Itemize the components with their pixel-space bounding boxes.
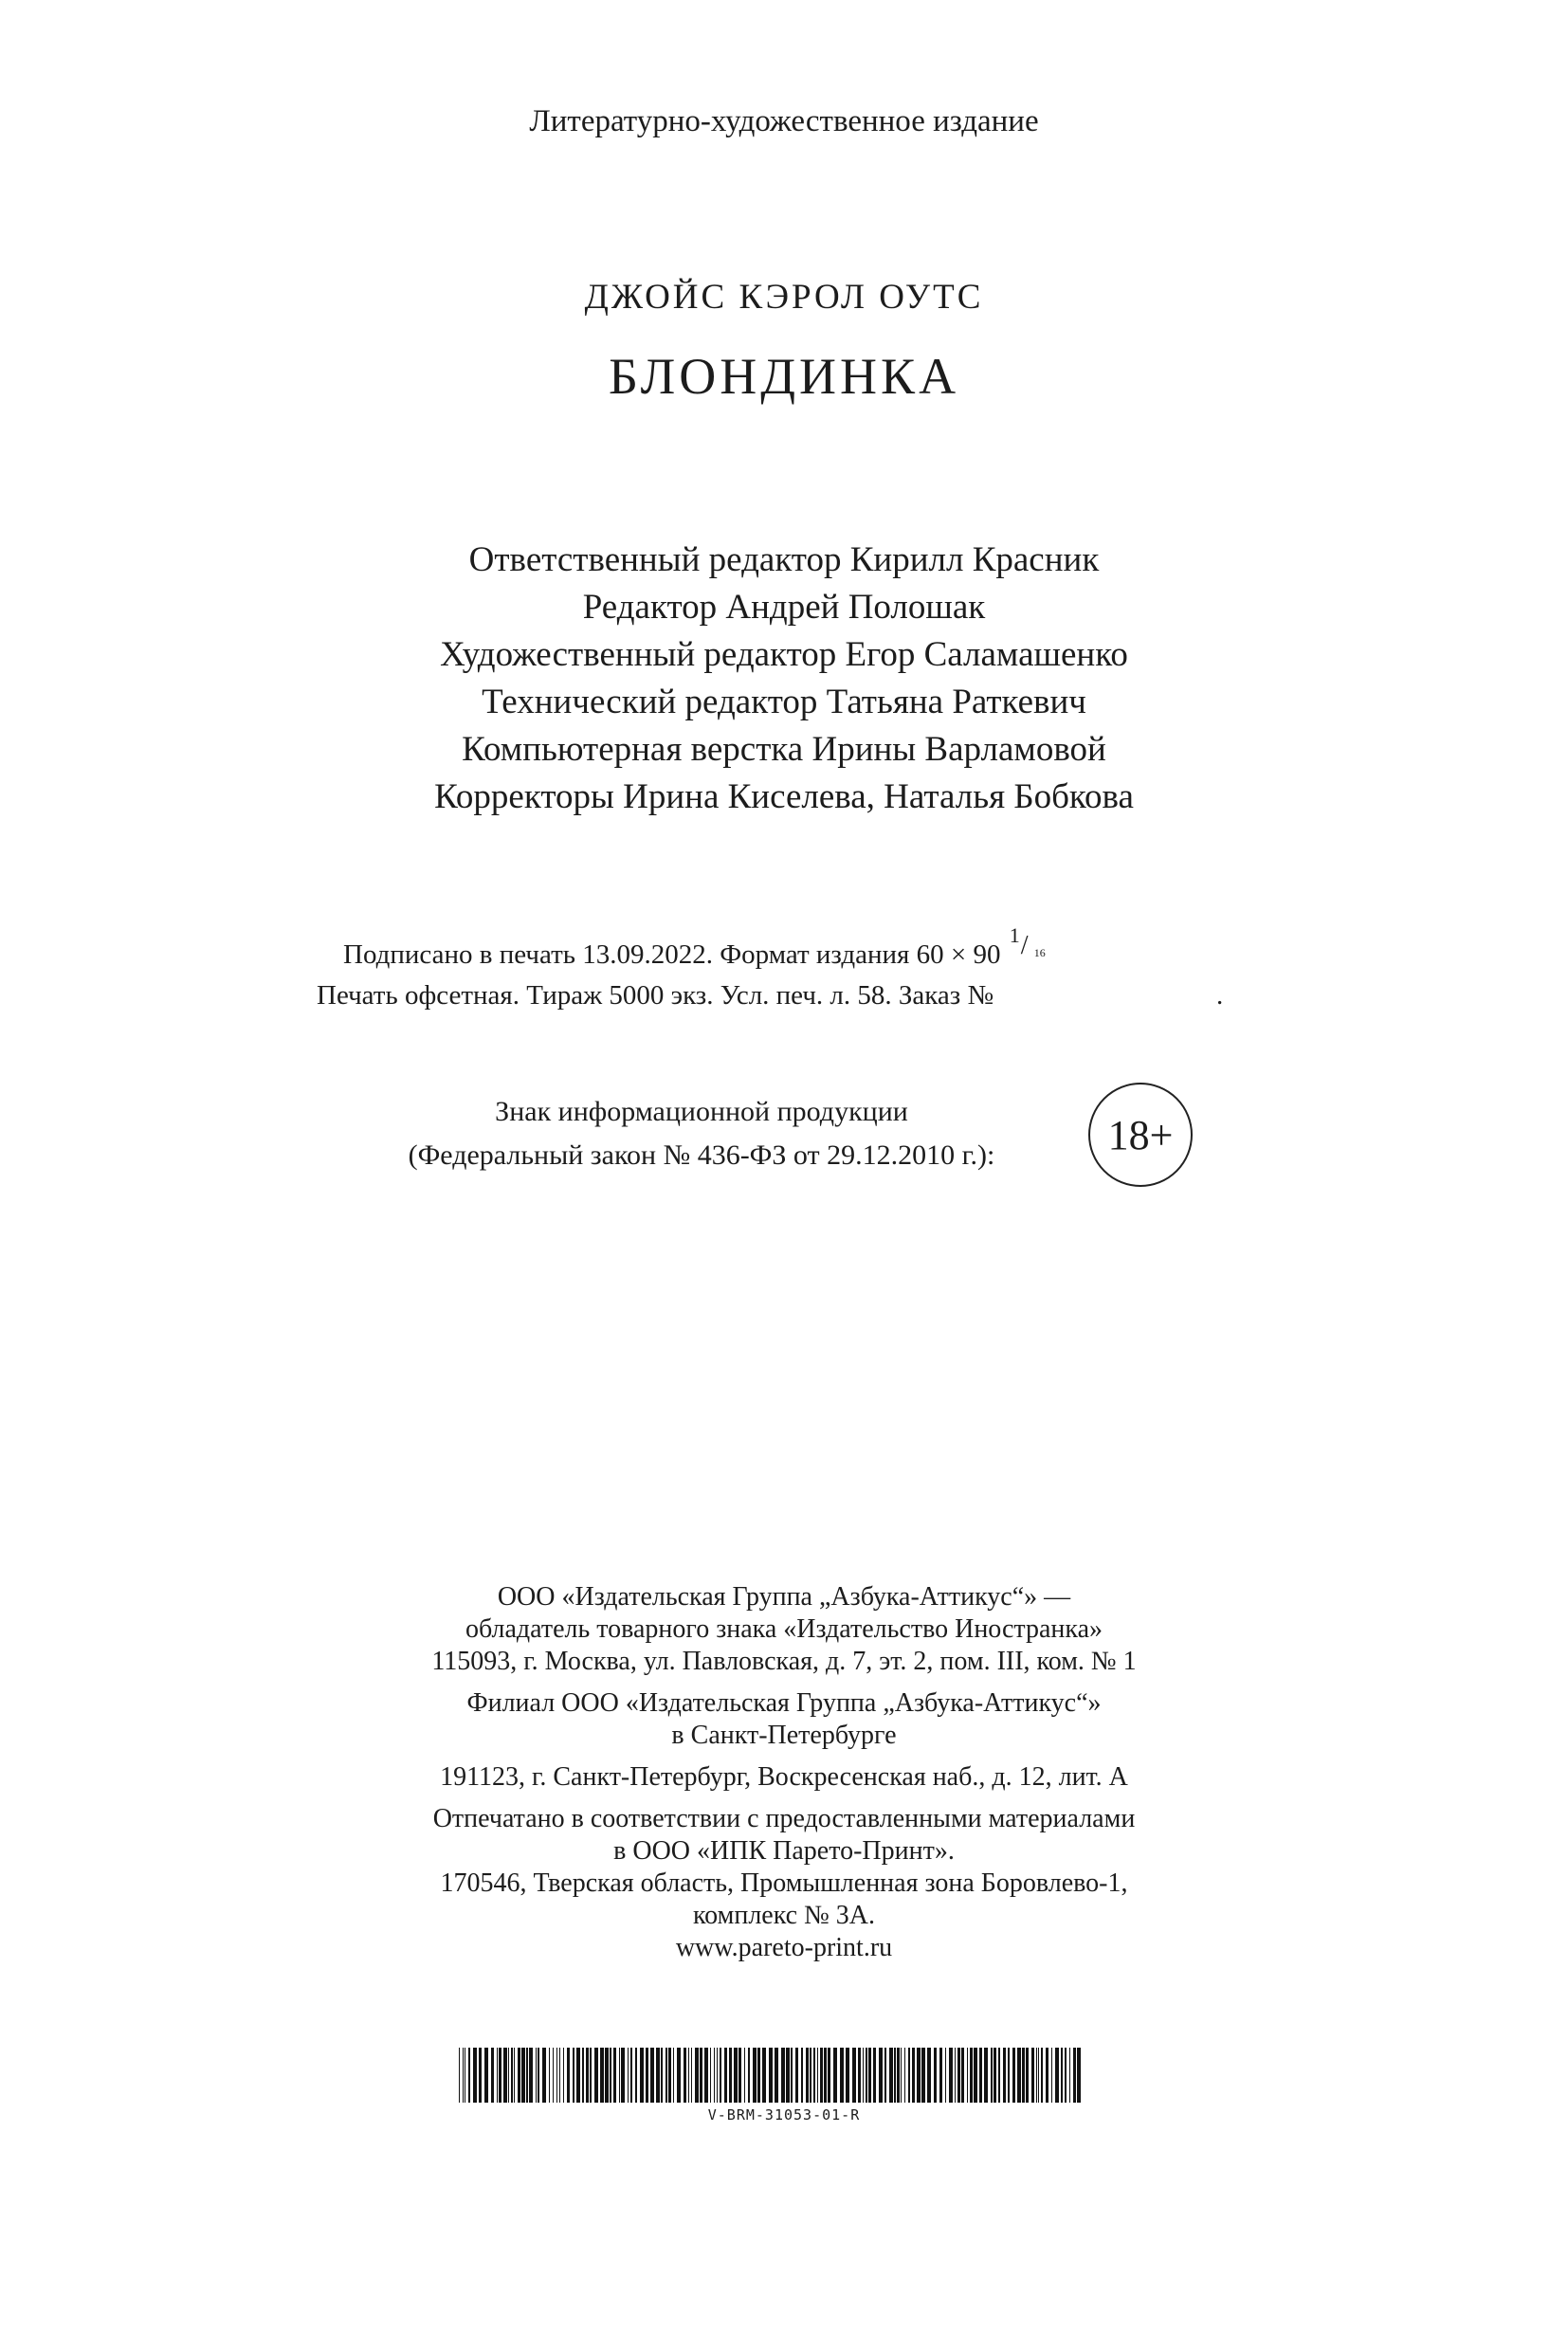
barcode-bar: [868, 2048, 871, 2103]
barcode-bar: [576, 2048, 580, 2103]
barcode-bar: [934, 2048, 937, 2103]
barcode-bar: [738, 2048, 741, 2103]
age-rating-text: 18+: [1107, 1111, 1174, 1158]
barcode-bar: [610, 2048, 611, 2103]
barcode-bar: [994, 2048, 996, 2103]
barcode-bar: [852, 2048, 856, 2103]
barcode-bar: [559, 2048, 560, 2103]
order-number-end: .: [1216, 980, 1224, 1011]
publisher-branch: [0, 1687, 1568, 1752]
barcode-bar: [744, 2048, 745, 2103]
barcode-bar: [538, 2048, 539, 2103]
barcode-image: [459, 2048, 1081, 2103]
credit-line: Редактор Андрей Полошак: [582, 588, 986, 627]
barcode-bar: [691, 2048, 692, 2103]
barcode-bar: [628, 2048, 629, 2103]
barcode-bar: [894, 2048, 896, 2103]
barcode-bar: [904, 2048, 905, 2103]
barcode-bar: [863, 2048, 864, 2103]
barcode-bar: [573, 2048, 574, 2103]
barcode-bar: [459, 2048, 460, 2103]
barcode-bar: [921, 2048, 925, 2103]
barcode-bar: [635, 2048, 637, 2103]
barcode-bar: [984, 2048, 988, 2103]
barcode-bar: [769, 2048, 773, 2103]
barcode-bar: [1026, 2048, 1029, 2103]
barcode-bar: [521, 2048, 525, 2103]
barcode-bar: [688, 2048, 689, 2103]
barcode-bar: [1012, 2048, 1015, 2103]
barcode-bar: [503, 2048, 507, 2103]
printer-line: комплекс № 3А.: [692, 1901, 876, 1930]
barcode-bar: [463, 2048, 464, 2103]
barcode-bar: [795, 2048, 798, 2103]
barcode-bar: [753, 2048, 757, 2103]
barcode-bar: [646, 2048, 648, 2103]
branch-address-line: 191123, г. Санкт-Петербург, Воскресенская наб., д. 12, лит. А: [440, 1762, 1128, 1792]
barcode-bar: [563, 2048, 564, 2103]
barcode-bar: [656, 2048, 660, 2103]
print-info-text: Подписано в печать 13.09.2022. Формат издания 60 × 90: [343, 939, 1001, 970]
barcode-bar: [724, 2048, 727, 2103]
barcode-bar: [748, 2048, 750, 2103]
barcode-bar: [714, 2048, 715, 2103]
barcode-bar: [1073, 2048, 1076, 2103]
barcode-bar: [553, 2048, 554, 2103]
publisher-line: обладатель товарного знака «Издательство Иностранка»: [465, 1614, 1103, 1644]
barcode-bar: [640, 2048, 644, 2103]
barcode-bar: [511, 2048, 513, 2103]
barcode-bar: [806, 2048, 809, 2103]
barcode-bar: [542, 2048, 546, 2103]
barcode-bar: [917, 2048, 921, 2103]
barcode-bar: [582, 2048, 584, 2103]
barcode-bar: [526, 2048, 528, 2103]
barcode-bar: [866, 2048, 867, 2103]
barcode-bar: [484, 2048, 488, 2103]
barcode-bar: [824, 2048, 827, 2103]
barcode-bar: [1055, 2048, 1059, 2103]
barcode-code: V-BRM-31053-01-R: [707, 2106, 861, 2123]
barcode-bar: [630, 2048, 632, 2103]
barcode-bar: [979, 2048, 982, 2103]
barcode-bar: [967, 2048, 968, 2103]
fraction-slash: /: [1020, 931, 1029, 960]
barcode-bar: [1031, 2048, 1034, 2103]
credit-line: Ответственный редактор Кирилл Красник: [468, 540, 1100, 579]
barcode-bar: [998, 2048, 1000, 2103]
barcode-bar: [833, 2048, 837, 2103]
barcode-bar: [605, 2048, 609, 2103]
barcode-bar: [567, 2048, 570, 2103]
barcode-bar: [720, 2048, 721, 2103]
barcode-bar: [949, 2048, 953, 2103]
barcode-bar: [529, 2048, 533, 2103]
barcode-bar: [873, 2048, 876, 2103]
printer-website: www.pareto-print.ru: [675, 1933, 893, 1962]
format-numerator: 1: [1009, 923, 1020, 947]
barcode-bar: [955, 2048, 956, 2103]
barcode-bar: [734, 2048, 738, 2103]
barcode-bar: [704, 2048, 708, 2103]
barcode-bar: [549, 2048, 550, 2103]
barcode-bar: [1051, 2048, 1052, 2103]
barcode-bar: [786, 2048, 790, 2103]
barcode-bar: [762, 2048, 766, 2103]
barcode-bar: [650, 2048, 654, 2103]
barcode-bar: [677, 2048, 681, 2103]
barcode-bar: [781, 2048, 785, 2103]
credit-line: Компьютерная верстка Ирины Варламовой: [462, 730, 1106, 769]
info-sign-line: Знак информационной продукции: [495, 1096, 908, 1127]
book-title: БЛОНДИНКА: [608, 348, 960, 405]
barcode-bar: [499, 2048, 501, 2103]
barcode-bar: [927, 2048, 931, 2103]
barcode-bar: [619, 2048, 620, 2103]
printer-info: [0, 1803, 1568, 1964]
barcode-bar: [961, 2048, 964, 2103]
barcode-bar: [518, 2048, 520, 2103]
barcode-bar: [957, 2048, 960, 2103]
barcode-bar: [820, 2048, 823, 2103]
barcode-bar: [556, 2048, 557, 2103]
barcode-bar: [908, 2048, 910, 2103]
barcode-bar: [1069, 2048, 1070, 2103]
barcode-bar: [729, 2048, 732, 2103]
barcode-bar: [813, 2048, 815, 2103]
barcode-bar: [846, 2048, 849, 2103]
barcode-bar: [1061, 2048, 1063, 2103]
barcode-bar: [897, 2048, 900, 2103]
barcode-bar: [810, 2048, 811, 2103]
barcode-bar: [508, 2048, 509, 2103]
barcode-bar: [621, 2048, 625, 2103]
barcode-bar: [613, 2048, 616, 2103]
barcode-bar: [695, 2048, 699, 2103]
barcode-bar: [594, 2048, 598, 2103]
branch-line: в Санкт-Петербурге: [671, 1721, 897, 1750]
barcode-bar: [1003, 2048, 1006, 2103]
info-sign-text: [351, 1090, 1052, 1177]
barcode-bar: [775, 2048, 778, 2103]
branch-line: Филиал ООО «Издательская Группа „Азбука-Аттикус“»: [466, 1688, 1102, 1718]
print-info-line-1: [343, 923, 1048, 971]
barcode-bar: [828, 2048, 830, 2103]
barcode-bar: [889, 2048, 893, 2103]
barcode-bar: [717, 2048, 718, 2103]
barcode-bar: [1046, 2048, 1048, 2103]
barcode-bar: [600, 2048, 604, 2103]
barcode-bar: [514, 2048, 515, 2103]
format-denominator: 16: [1033, 946, 1046, 959]
publisher-line: ООО «Издательская Группа „Азбука-Аттикус“» —: [497, 1582, 1071, 1612]
barcode-bar: [840, 2048, 844, 2103]
barcode-bar: [1041, 2048, 1043, 2103]
publisher-branch-address: [0, 1761, 1568, 1794]
printer-line: в ООО «ИПК Парето-Принт».: [613, 1836, 955, 1866]
edition-type: Литературно-художественное издание: [529, 104, 1039, 138]
barcode-bar: [468, 2048, 470, 2103]
publisher-main: [0, 1581, 1568, 1678]
age-rating-badge: [1088, 1083, 1193, 1187]
format-fraction: [1008, 923, 1048, 963]
barcode-bar: [858, 2048, 861, 2103]
author-name: ДЖОЙС КЭРОЛ ОУТС: [584, 278, 984, 317]
barcode-bar: [912, 2048, 915, 2103]
publisher-line: 115093, г. Москва, ул. Павловская, д. 7, эт. 2, пом. III, ком. № 1: [431, 1647, 1137, 1676]
barcode-bar: [1077, 2048, 1081, 2103]
barcode-bar: [1017, 2048, 1021, 2103]
barcode-bar: [884, 2048, 886, 2103]
info-sign-law: (Федеральный закон № 436-ФЗ от 29.12.2010 г.):: [408, 1139, 995, 1171]
printer-line: Отпечатано в соответствии с предоставленными материалами: [432, 1804, 1136, 1833]
barcode-bar: [939, 2048, 942, 2103]
barcode-bar: [473, 2048, 477, 2103]
credits-list: [0, 537, 1568, 821]
barcode-bar: [700, 2048, 702, 2103]
publisher-info: [0, 1581, 1568, 1974]
print-info-line-2: Печать офсетная. Тираж 5000 экз. Усл. печ. л. 58. Заказ №: [317, 980, 994, 1011]
barcode-bar: [801, 2048, 803, 2103]
barcode-bar: [710, 2048, 711, 2103]
barcode-bar: [817, 2048, 818, 2103]
barcode-bar: [901, 2048, 902, 2103]
barcode-bar: [1022, 2048, 1025, 2103]
barcode-bar: [945, 2048, 946, 2103]
barcode-bar: [497, 2048, 498, 2103]
barcode-bar: [684, 2048, 686, 2103]
barcode-bar: [491, 2048, 494, 2103]
barcode-bar: [991, 2048, 993, 2103]
barcode-bar: [479, 2048, 482, 2103]
barcode-bar: [668, 2048, 671, 2103]
barcode-bar: [1008, 2048, 1010, 2103]
barcode-bar: [1038, 2048, 1039, 2103]
barcode-bar: [586, 2048, 589, 2103]
barcode-bar: [974, 2048, 977, 2103]
barcode-bar: [665, 2048, 667, 2103]
barcode-bar: [590, 2048, 592, 2103]
credit-line: Корректоры Ирина Киселева, Наталья Бобкова: [434, 777, 1134, 816]
credit-line: Художественный редактор Егор Саламашенко: [440, 635, 1128, 674]
barcode-bar: [536, 2048, 537, 2103]
barcode-bar: [673, 2048, 674, 2103]
barcode-bar: [661, 2048, 663, 2103]
credit-line: Технический редактор Татьяна Раткевич: [482, 683, 1086, 721]
printer-line: 170546, Тверская область, Промышленная зона Боровлево-1,: [440, 1868, 1128, 1898]
barcode-bar: [1036, 2048, 1037, 2103]
barcode-bar: [1065, 2048, 1067, 2103]
barcode-bar: [879, 2048, 883, 2103]
barcode-bar: [970, 2048, 973, 2103]
barcode-bar: [791, 2048, 793, 2103]
barcode-bar: [757, 2048, 760, 2103]
